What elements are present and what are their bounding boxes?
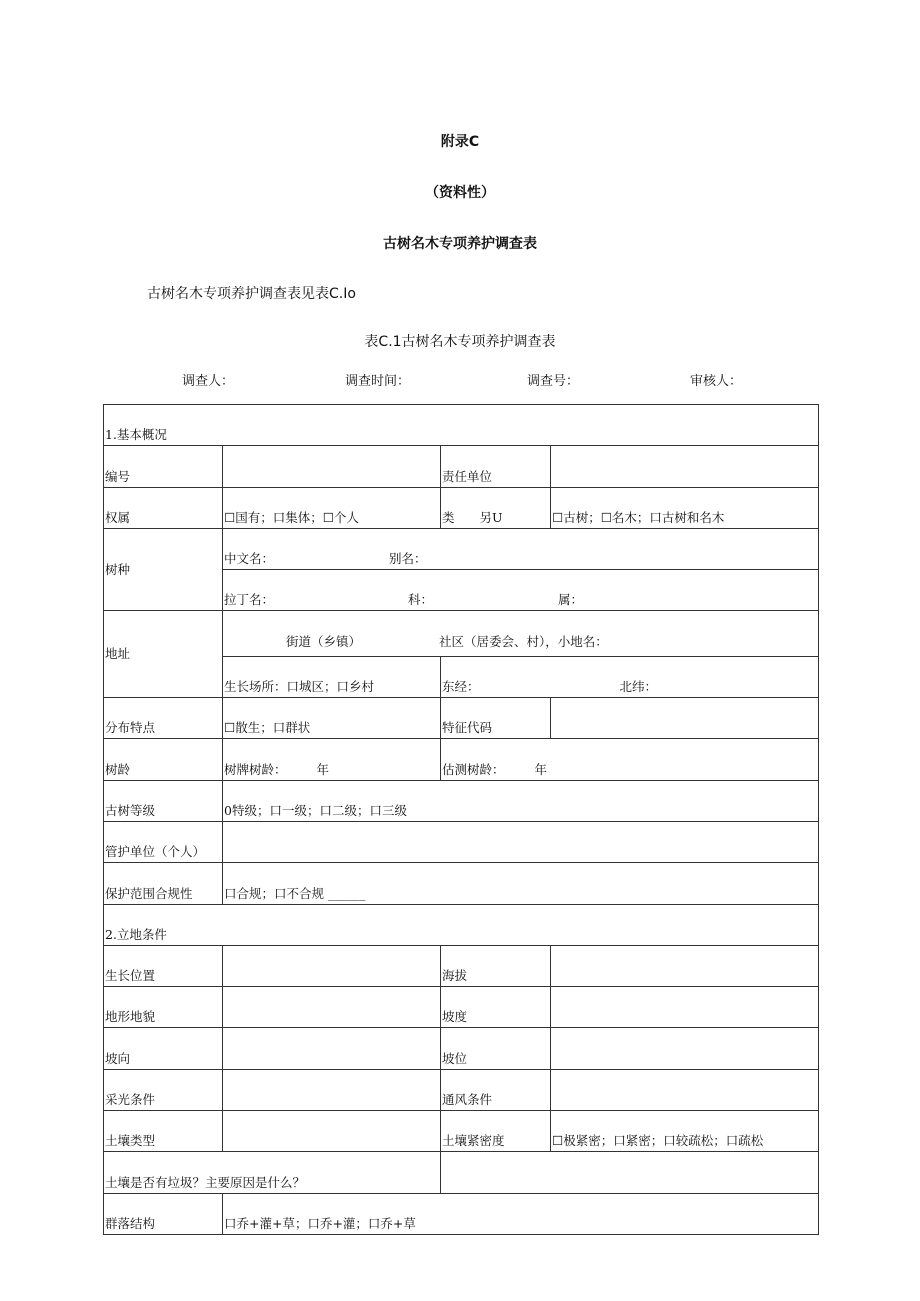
grade-options[interactable]: 0特级；口一级；口二级；口三级	[223, 780, 819, 821]
table-caption: 表C.1古树名木专项养护调查表	[364, 334, 556, 350]
field-aspect[interactable]	[223, 1028, 441, 1069]
label-terrain: 地形地貌	[104, 987, 223, 1028]
label-grade: 古树等级	[104, 780, 223, 821]
field-id[interactable]	[223, 446, 441, 487]
estimated-age[interactable]	[441, 739, 819, 780]
est-age-label: 估测树龄：	[442, 761, 505, 777]
label-aspect: 坡向	[104, 1028, 223, 1069]
label-position: 生长位置	[104, 945, 223, 986]
label-id: 编号	[104, 446, 223, 487]
distribution-options[interactable]: ☐散生；口群状	[223, 698, 441, 739]
species-names[interactable]	[223, 528, 819, 569]
section-site: 2.立地条件	[104, 904, 819, 945]
owner-options[interactable]: ☐国有；口集体；☐个人	[223, 487, 441, 528]
structure-options[interactable]: 口乔+灌+草；口乔+灌；口乔+草	[223, 1193, 819, 1234]
compactness-options[interactable]: ☐极紧密；口紧密；口较疏松；口疏松	[551, 1111, 819, 1152]
label-altitude: 海拔	[441, 945, 551, 986]
field-position[interactable]	[223, 945, 441, 986]
family-label: 科：	[408, 592, 434, 608]
label-soil: 土壤类型	[104, 1111, 223, 1152]
label-slope-position: 坡位	[441, 1028, 551, 1069]
field-garbage[interactable]	[441, 1152, 819, 1193]
coordinates[interactable]	[441, 656, 819, 697]
surveyor-label: 调查人：	[182, 374, 235, 389]
survey-number-label: 调查号：	[527, 374, 580, 389]
field-resp[interactable]	[551, 446, 819, 487]
label-light: 采光条件	[104, 1069, 223, 1110]
label-slope: 坡度	[441, 987, 551, 1028]
section-basic: 1.基本概况	[104, 405, 819, 446]
label-community-structure: 群落结构	[104, 1193, 223, 1234]
label-code: 特征代码	[441, 698, 551, 739]
genus-label: 属：	[558, 592, 584, 608]
appendix-heading: 附录C	[440, 134, 480, 150]
field-terrain[interactable]	[223, 987, 441, 1028]
reviewer-label: 审核人：	[690, 374, 743, 389]
cn-name-label: 中文名：	[224, 551, 275, 567]
address-street[interactable]	[223, 611, 819, 656]
field-slope-position[interactable]	[551, 1028, 819, 1069]
label-garbage: 土壤是否有垃圾？主要原因是什么？	[104, 1152, 441, 1193]
latitude-label: 北纬：	[619, 679, 658, 695]
field-wind[interactable]	[551, 1069, 819, 1110]
site-options[interactable]: 生长场所：口城区；口乡村	[223, 656, 441, 697]
field-keeper[interactable]	[223, 821, 819, 862]
range-options[interactable]: 口合规；口不合规 ______	[223, 863, 819, 904]
alias-label: 别名：	[389, 551, 427, 567]
label-species: 树种	[104, 528, 223, 611]
label-range: 保护范围合规性	[104, 863, 223, 904]
field-soil[interactable]	[223, 1111, 441, 1152]
label-wind: 通风条件	[441, 1069, 551, 1110]
longitude-label: 东经：	[442, 679, 480, 695]
document-title: 古树名木专项养护调查表	[383, 236, 537, 252]
street-label: 街道（乡镇）	[286, 633, 362, 649]
label-category: 类 另U	[441, 487, 551, 528]
label-address: 地址	[104, 611, 223, 698]
field-code[interactable]	[551, 698, 819, 739]
label-owner: 权属	[104, 487, 223, 528]
category-options[interactable]: ☐古树；☐名木；口古树和名木	[551, 487, 819, 528]
intro-text: 古树名木专项养护调查表见表C.Io	[147, 286, 356, 302]
tag-age[interactable]	[223, 739, 441, 780]
label-resp: 责任单位	[441, 446, 551, 487]
label-keeper: 管护单位（个人）	[104, 821, 223, 862]
nature-label: （资料性）	[425, 185, 495, 201]
year-label: 年	[316, 761, 330, 777]
tag-age-label: 树牌树龄：	[224, 761, 287, 777]
year-label-2: 年	[534, 761, 548, 777]
survey-time-label: 调查时间：	[345, 374, 411, 389]
survey-table	[103, 404, 819, 1235]
field-altitude[interactable]	[551, 945, 819, 986]
community-label: 社区（居委会、村），小地名：	[439, 633, 608, 649]
label-compactness: 土壤紧密度	[441, 1111, 551, 1152]
latin-label: 拉丁名：	[224, 592, 275, 608]
field-light[interactable]	[223, 1069, 441, 1110]
label-distribution: 分布特点	[104, 698, 223, 739]
label-age: 树龄	[104, 739, 223, 780]
field-slope[interactable]	[551, 987, 819, 1028]
species-taxonomy[interactable]	[223, 570, 819, 611]
